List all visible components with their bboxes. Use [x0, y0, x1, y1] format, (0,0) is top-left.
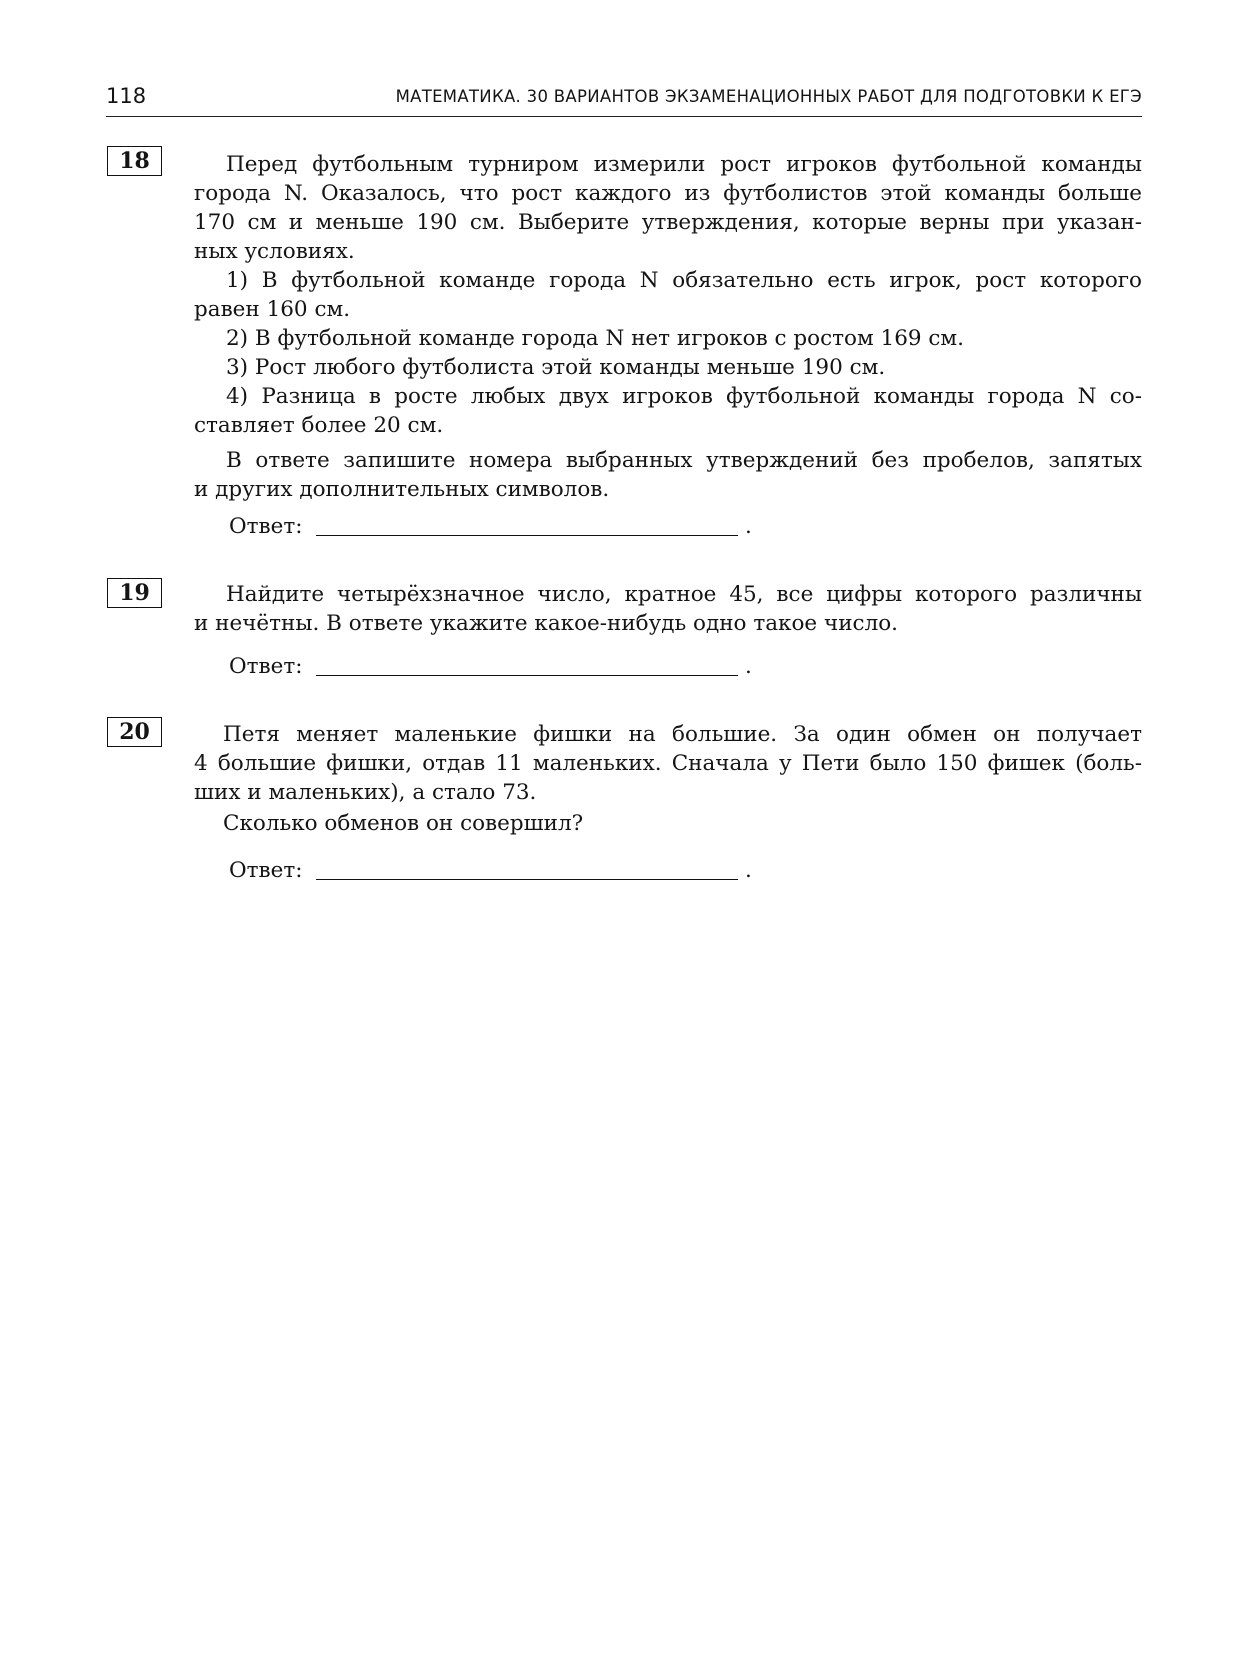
task-18-answer-label: Ответ: [229, 514, 303, 539]
task-18-statement-3: 3) Рост любого футболиста этой команды меньше 190 см. [226, 355, 886, 380]
task-20-text-line-1: Петя меняет маленькие фишки на большие. За один обмен он получает [223, 722, 1142, 747]
task-number-20: 20 [107, 717, 162, 747]
task-18-instruction-line-1: В ответе запишите номера выбранных утверждений без пробелов, запятых [226, 448, 1142, 473]
task-19-answer-field[interactable] [316, 675, 738, 676]
task-20-answer-field[interactable] [316, 879, 738, 880]
task-18-text-line-1: Перед футбольным турниром измерили рост игроков футбольной команды [226, 152, 1142, 177]
task-18-statement-2: 2) В футбольной команде города N нет игроков с ростом 169 см. [226, 326, 964, 351]
task-20-text-line-2: 4 большие фишки, отдав 11 маленьких. Сначала у Пети было 150 фишек (боль- [194, 751, 1142, 776]
task-20-question: Сколько обменов он совершил? [223, 811, 584, 836]
task-20-text-line-3: ших и маленьких), а стало 73. [194, 780, 537, 805]
task-18-text-line-2: города N. Оказалось, что рост каждого из футболистов этой команды больше [194, 181, 1142, 206]
task-20-answer-end: . [745, 858, 752, 883]
task-18-statement-4-end: ставляет более 20 см. [194, 413, 444, 438]
task-19-answer-label: Ответ: [229, 654, 303, 679]
page-number: 118 [106, 84, 147, 108]
task-18-statement-4: 4) Разница в росте любых двух игроков футбольной команды города N со- [226, 384, 1142, 409]
task-18-text-line-4: ных условиях. [194, 239, 355, 264]
task-number-18: 18 [107, 146, 162, 176]
task-20-answer-label: Ответ: [229, 858, 303, 883]
task-number-19: 19 [107, 578, 162, 608]
task-18-statement-1: 1) В футбольной команде города N обязательно есть игрок, рост которого [226, 268, 1142, 293]
task-19-text-line-2: и нечётны. В ответе укажите какое-нибудь одно такое число. [194, 611, 898, 636]
task-19-answer-end: . [745, 654, 752, 679]
running-title: МАТЕМАТИКА. 30 ВАРИАНТОВ ЭКЗАМЕНАЦИОННЫХ РАБОТ ДЛЯ ПОДГОТОВКИ К ЕГЭ [395, 87, 1142, 106]
page-header [106, 80, 1142, 117]
task-18-text-line-3: 170 см и меньше 190 см. Выберите утверждения, которые верны при указан- [194, 210, 1142, 235]
task-18-instruction-line-2: и других дополнительных символов. [194, 477, 610, 502]
task-19-text-line-1: Найдите четырёхзначное число, кратное 45, все цифры которого различны [226, 582, 1142, 607]
task-18-answer-field[interactable] [316, 535, 738, 536]
task-18-statement-1-end: равен 160 см. [194, 297, 351, 322]
task-18-answer-end: . [745, 514, 752, 539]
